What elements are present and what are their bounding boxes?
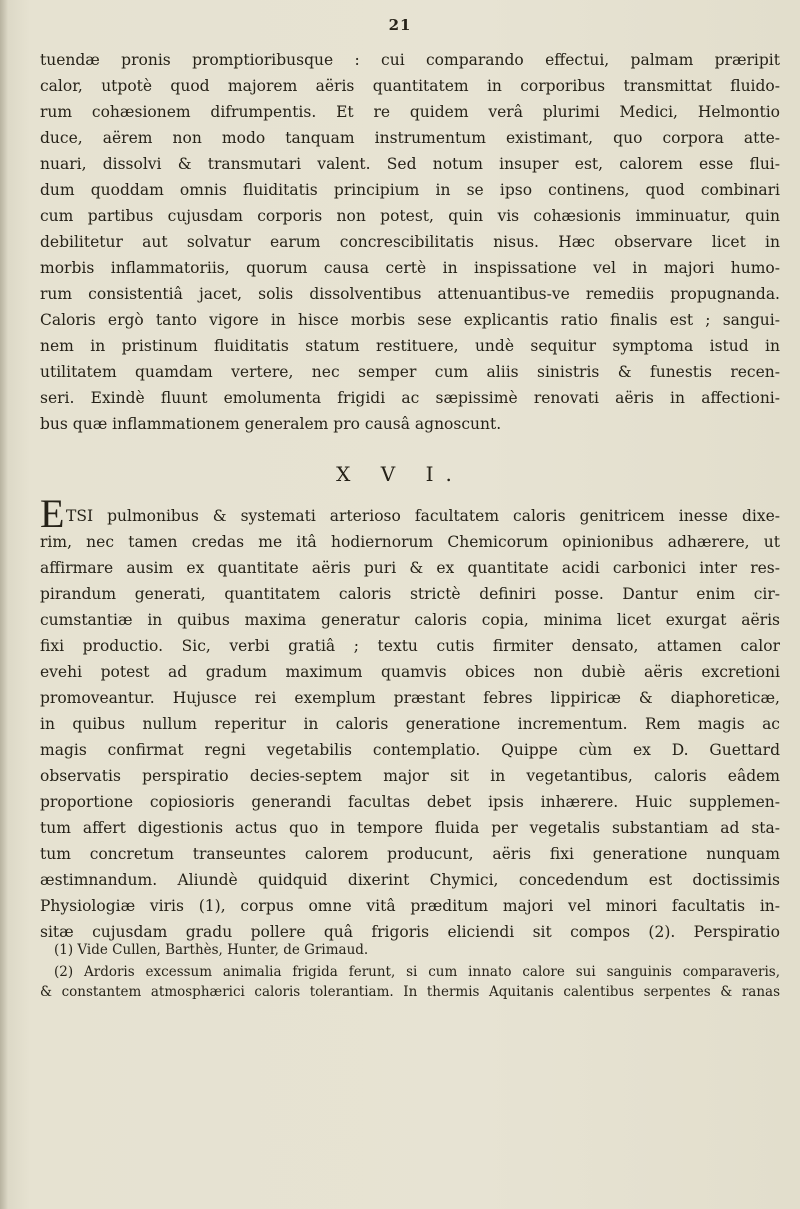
footnote-1: (1) Vide Cullen, Barthès, Hunter, de Grimaud. <box>54 942 369 958</box>
text-line: calor, utpotè quod majorem aëris quantitatem in corporibus transmittat fluido- <box>40 77 780 95</box>
text-line: duce, aërem non modo tanquam instrumentum existimant, quo corpora atte- <box>40 129 780 147</box>
text-line: Caloris ergò tanto vigore in hisce morbis sese explicantis ratio finalis est ; sangui- <box>40 311 780 329</box>
text-line: rum cohæsionem difrumpentis. Et re quidem verâ plurimi Medici, Helmontio <box>40 103 780 121</box>
text-line: observatis perspiratio decies-septem major sit in vegetantibus, caloris eâdem <box>40 767 780 785</box>
text-line: magis confirmat regni vegetabilis contemplatio. Quippe cùm ex D. Guettard <box>40 741 780 759</box>
section-heading: X V I. <box>336 462 464 486</box>
text-line: promoveantur. Hujusce rei exemplum præstant febres lippiricæ & diaphoreticæ, <box>40 689 780 707</box>
text-line: nuari, dissolvi & transmutari valent. Sed notum insuper est, calorem esse flui- <box>40 155 780 173</box>
text-line: Physiologiæ viris (1), corpus omne vitâ præditum majori vel minori facultatis in- <box>40 897 780 915</box>
text-line: tum affert digestionis actus quo in tempore fluida per vegetalis substantiam ad sta- <box>40 819 780 837</box>
text-line: cum partibus cujusdam corporis non potest, quin vis cohæsionis imminuatur, quin <box>40 207 780 225</box>
page-number: 21 <box>388 16 412 34</box>
text-line: fixi productio. Sic, verbi gratiâ ; textu cutis firmiter densato, attamen calor <box>40 637 780 655</box>
text-line: cumstantiæ in quibus maxima generatur caloris copia, minima licet exurgat aëris <box>40 611 780 629</box>
text-line: utilitatem quamdam vertere, nec semper cum aliis sinistris & funestis recen- <box>40 363 780 381</box>
page-gutter-shadow <box>0 0 8 1209</box>
drop-cap: E <box>40 491 65 536</box>
text-line: pirandum generati, quantitatem caloris strictè definiri posse. Dantur enim cir- <box>40 585 780 603</box>
text-line: morbis inflammatoriis, quorum causa certè in inspissatione vel in majori humo- <box>40 259 780 277</box>
text-line: proportione copiosioris generandi facultas debet ipsis inhærere. Huic supplemen- <box>40 793 780 811</box>
text-line: tum concretum transeuntes calorem producunt, aëris fixi generatione nunquam <box>40 845 780 863</box>
text-line: nem in pristinum fluiditatis statum restituere, undè sequitur symptoma istud in <box>40 337 780 355</box>
text-line: rum consistentiâ jacet, solis dissolventibus attenuantibus-ve remediis propugnanda. <box>40 285 780 303</box>
text-line: tuendæ pronis promptioribusque : cui comparando effectui, palmam præripit <box>40 51 780 69</box>
text-line: æstimnandum. Aliundè quidquid dixerint Chymici, concedendum est doctissimis <box>40 871 780 889</box>
footnote-2: (2) Ardoris excessum animalia frigida ferunt, si cum innato calore sui sanguinis comparaveris, <box>54 964 780 980</box>
text-line: evehi potest ad gradum maximum quamvis obices non dubiè aëris excretioni <box>40 663 780 681</box>
text-line: dum quoddam omnis fluiditatis principium in se ipso continens, quod combinari <box>40 181 780 199</box>
text-line: TSI pulmonibus & systemati arterioso facultatem caloris genitricem inesse dixe- <box>66 507 780 525</box>
text-line: in quibus nullum reperitur in caloris generatione incrementum. Rem magis ac <box>40 715 780 733</box>
text-line: bus quæ inflammationem generalem pro causâ agnoscunt. <box>40 415 502 433</box>
text-line: rim, nec tamen credas me itâ hodiernorum Chemicorum opinionibus adhærere, ut <box>40 533 780 551</box>
text-line: affirmare ausim ex quantitate aëris puri & ex quantitate acidi carbonici inter res- <box>40 559 780 577</box>
text-line: sitæ cujusdam gradu pollere quâ frigoris eliciendi sit compos (2). Perspiratio <box>40 923 780 941</box>
text-line: seri. Exindè fluunt emolumenta frigidi ac sæpissimè renovati aëris in affectioni- <box>40 389 780 407</box>
text-line: debilitetur aut solvatur earum concrescibilitatis nisus. Hæc observare licet in <box>40 233 780 251</box>
footnote-2-cont: & constantem atmosphærici caloris tolerantiam. In thermis Aquitanis calentibus serpentes & ranas <box>40 984 780 1000</box>
